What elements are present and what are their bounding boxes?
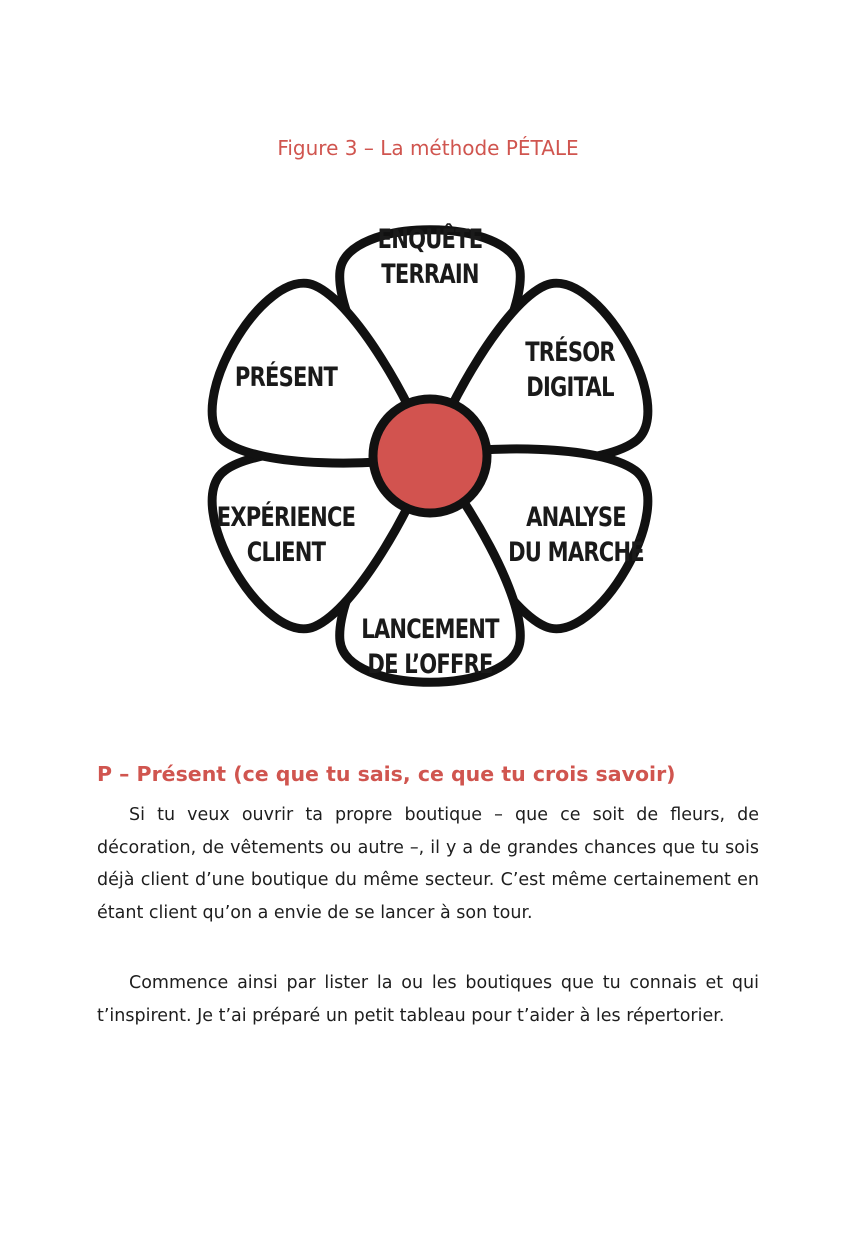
flower-center [373, 399, 487, 513]
petal-label-experience-client: EXPÉRIENCE CLIENT [216, 502, 356, 568]
petal-label-enquete-terrain: ENQUÊTE TERRAIN [377, 224, 483, 290]
body-paragraph: Si tu veux ouvrir ta propre boutique – que ce soit de fleurs, de décoration, de vêtements ou autre –, il y a de grandes chances que tu sois déjà client d’une boutique du même secteur. C’est même certainement en étant client qu’on a envie de se lancer à son tour. [97, 805, 759, 923]
figure-title: Figure 3 – La méthode PÉTALE [277, 136, 579, 160]
petal-label-analyse-du-marche: ANALYSE DU MARCHÉ [508, 502, 644, 568]
petal-label-lancement-de-loffre: LANCEMENT DE L’OFFRE [361, 614, 499, 680]
petal-label-tresor-digital: TRÉSOR DIGITAL [525, 337, 615, 403]
body-paragraph: Commence ainsi par lister la ou les boutiques que tu connais et qui t’inspirent. Je t’ai préparé un petit tableau pour t’aider à les répertorier. [97, 973, 759, 1026]
section-heading: P – Présent (ce que tu sais, ce que tu crois savoir) [97, 762, 676, 786]
petal-label-present: PRÉSENT [234, 362, 338, 393]
